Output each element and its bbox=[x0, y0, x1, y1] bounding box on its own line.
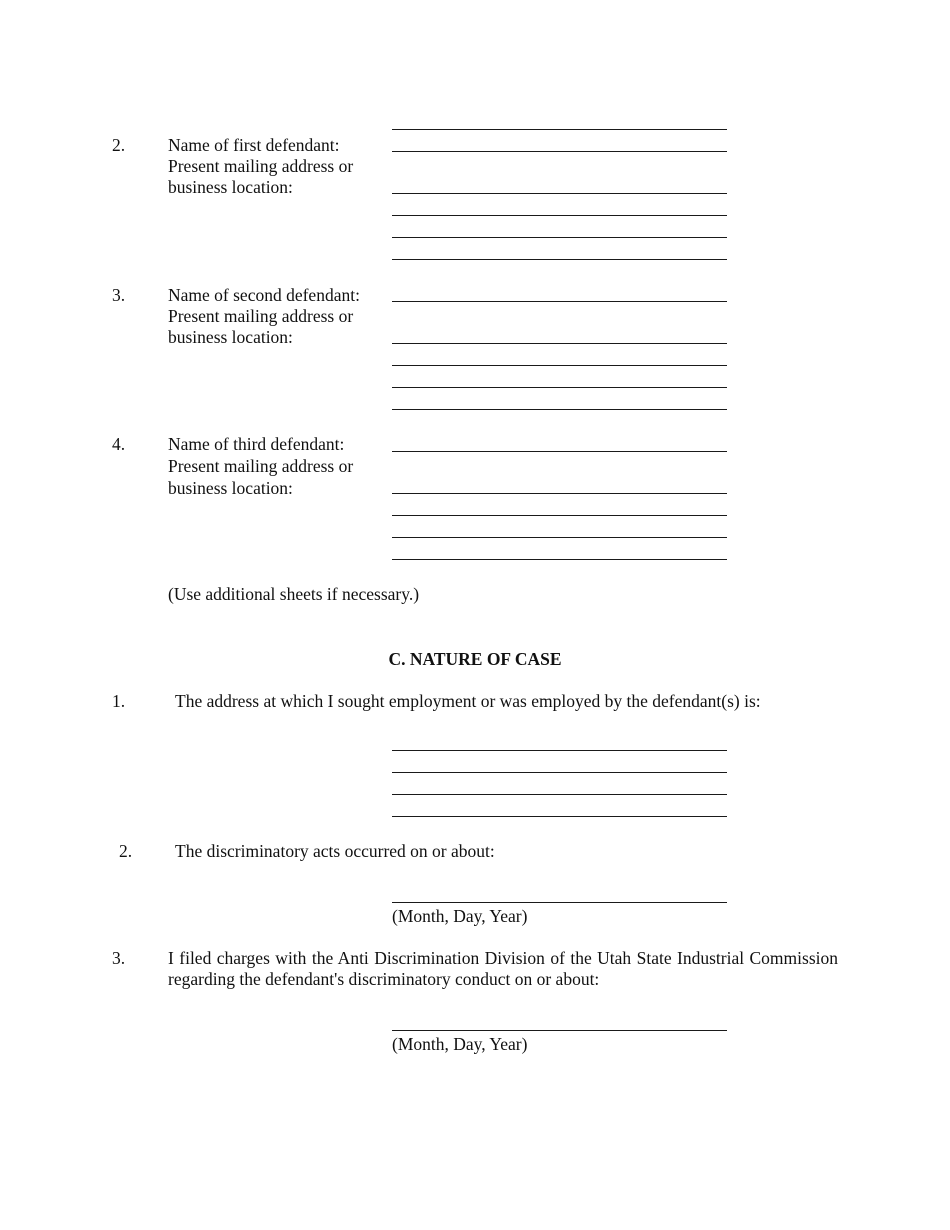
section-heading: C. NATURE OF CASE bbox=[388, 649, 562, 669]
discriminatory-acts-question: The discriminatory acts occurred on or about: bbox=[175, 841, 495, 861]
charges-filed-date-line[interactable] bbox=[392, 1030, 727, 1031]
second-defendant-address-line-2[interactable] bbox=[392, 365, 727, 366]
second-defendant-name-label: Name of second defendant: bbox=[168, 285, 360, 305]
second-defendant-name-line[interactable] bbox=[392, 301, 727, 302]
item-number: 3. bbox=[112, 285, 126, 305]
third-defendant-name-line[interactable] bbox=[392, 451, 727, 452]
first-defendant-address-label-cont: business location: bbox=[168, 177, 293, 197]
item-number: 2. bbox=[119, 841, 133, 861]
third-defendant-address-line-3[interactable] bbox=[392, 537, 727, 538]
second-defendant-address-line-3[interactable] bbox=[392, 387, 727, 388]
employment-address-line-3[interactable] bbox=[392, 794, 727, 795]
discriminatory-acts-date-line[interactable] bbox=[392, 902, 727, 903]
item-number: 3. bbox=[112, 948, 126, 968]
additional-sheets-note: (Use additional sheets if necessary.) bbox=[168, 584, 420, 604]
second-defendant-address-label-cont: business location: bbox=[168, 327, 293, 347]
third-defendant-address-label-cont: business location: bbox=[168, 478, 293, 498]
first-defendant-address-label: Present mailing address or bbox=[168, 156, 354, 176]
second-defendant-address-label: Present mailing address or bbox=[168, 306, 354, 326]
first-defendant-name-label: Name of first defendant: bbox=[168, 135, 340, 155]
second-defendant-address-line-1[interactable] bbox=[392, 343, 727, 344]
first-defendant-address-line-1[interactable] bbox=[392, 193, 727, 194]
date-caption: (Month, Day, Year) bbox=[392, 1034, 528, 1054]
item-number: 4. bbox=[112, 434, 126, 454]
second-defendant-address-line-4[interactable] bbox=[392, 409, 727, 410]
date-caption: (Month, Day, Year) bbox=[392, 906, 528, 926]
employment-address-question: The address at which I sought employment or was employed by the defendant(s) is: bbox=[175, 691, 761, 711]
first-defendant-address-line-4[interactable] bbox=[392, 259, 727, 260]
employment-address-line-1[interactable] bbox=[392, 750, 727, 751]
first-defendant-name-line[interactable] bbox=[392, 151, 727, 152]
item-number: 1. bbox=[112, 691, 126, 711]
third-defendant-name-label: Name of third defendant: bbox=[168, 434, 345, 454]
blank-line-top[interactable] bbox=[392, 129, 727, 130]
first-defendant-address-line-2[interactable] bbox=[392, 215, 727, 216]
employment-address-line-4[interactable] bbox=[392, 816, 727, 817]
item-number: 2. bbox=[112, 135, 126, 155]
third-defendant-address-label: Present mailing address or bbox=[168, 456, 354, 476]
employment-address-line-2[interactable] bbox=[392, 772, 727, 773]
third-defendant-address-line-2[interactable] bbox=[392, 515, 727, 516]
third-defendant-address-line-1[interactable] bbox=[392, 493, 727, 494]
first-defendant-address-line-3[interactable] bbox=[392, 237, 727, 238]
charges-filed-question: I filed charges with the Anti Discrimination Division of the Utah State Industrial Commission regarding the defendant's discriminatory conduct on or about: bbox=[168, 948, 838, 989]
third-defendant-address-line-4[interactable] bbox=[392, 559, 727, 560]
